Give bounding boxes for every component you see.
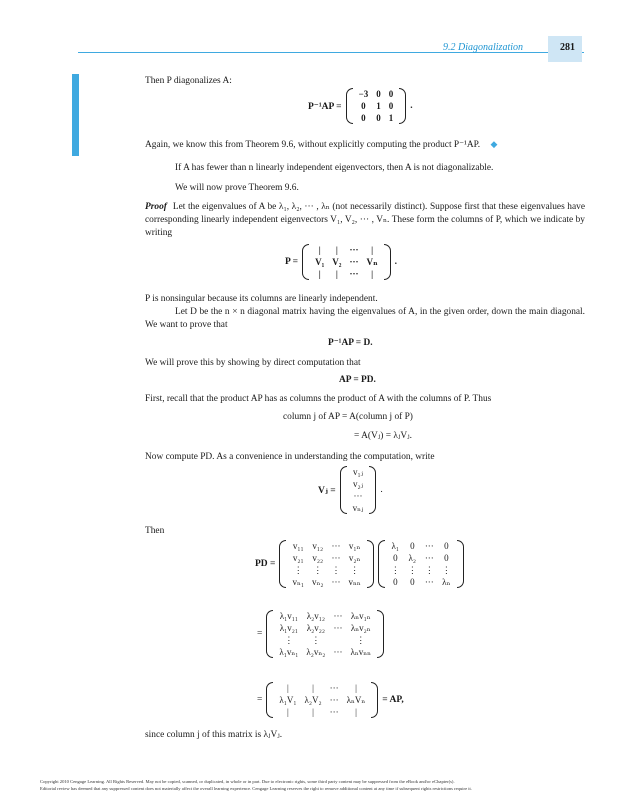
text-then-p: Then P diagonalizes A: — [145, 76, 232, 86]
eq9-right: = AP, — [382, 695, 404, 705]
matrix-cell: v₂₁ — [292, 553, 304, 563]
eq2-dot: . — [394, 257, 398, 267]
equation-lambda-v: = A(Vⱼ) = λⱼVⱼ. — [354, 431, 412, 441]
matrix-cell: λₙ — [442, 577, 451, 587]
copyright-line-1: Copyright 2010 Cengage Learning. All Rights Reserved. May not be copied, scanned, or duplicated, in whole or in part. Due to electronic rights, some third party content may be suppressed from the eBook and/or eChapter(s). — [40, 779, 455, 784]
eq2-label: P = — [285, 257, 299, 267]
matrix-cell: λ₂v₁₂ — [306, 611, 326, 621]
eq7-label: PD = — [255, 559, 276, 569]
matrix-cell: λ₁vₙ₁ — [279, 647, 299, 657]
matrix-cell: 0 — [444, 541, 449, 551]
matrix-cell: ··· — [349, 269, 359, 279]
matrix-cell: ··· — [349, 257, 359, 267]
matrix-cell: v₂ₙ — [348, 553, 361, 563]
text-again-body: Again, we know this from Theorem 9.6, without explicitly computing the product P⁻¹AP. — [145, 140, 481, 150]
matrix-cell: v₁ₙ — [348, 541, 361, 551]
text-first-recall: First, recall that the product AP has as columns the product of A with the columns of P. Thus — [145, 394, 492, 404]
proof-text: Let the eigenvalues of A be λ₁, λ₂, ··· , λₙ (not necessarily distinct). Suppose first that these eigenvalues have corresponding linearly independent eigenvectors V₁, V₂, ··· , Vₙ. These form the columns of P, which we indicate by writing — [145, 202, 585, 238]
matrix-eq1 — [346, 88, 407, 124]
equation-pd-expanded — [257, 610, 384, 658]
matrix-cell — [329, 634, 346, 646]
matrix-cell: ··· — [331, 577, 341, 587]
matrix-cell: ⋮ — [390, 565, 400, 575]
eq1-label: P⁻¹AP = — [308, 101, 342, 112]
matrix-cell: ··· — [331, 553, 341, 563]
matrix-cell: v₁₁ — [292, 541, 304, 551]
page-number: 281 — [560, 42, 575, 53]
matrix-cell: ⋮ — [441, 565, 451, 575]
matrix-cell: λ₂v₂₂ — [306, 623, 326, 633]
matrix-pd-left — [279, 540, 373, 588]
eq8-label: = — [257, 629, 263, 639]
matrix-cell: λ₂V₂ — [304, 695, 322, 705]
matrix-eq2 — [302, 244, 391, 280]
end-of-example-icon: ◆ — [490, 139, 498, 149]
matrix-cell: ··· — [329, 695, 339, 705]
matrix-cell: λ₁v₁₁ — [279, 611, 299, 621]
matrix-cell: | — [371, 269, 374, 279]
text-now-prove: We will now prove Theorem 9.6. — [175, 183, 299, 193]
matrix-cell: ⋮ — [293, 565, 303, 575]
matrix-cell: ··· — [333, 623, 343, 633]
matrix-cell: | — [371, 245, 374, 255]
matrix-cell: λ₁v₂₁ — [279, 623, 299, 633]
matrix-cell: ⋮ — [313, 565, 323, 575]
matrix-pd-right — [378, 540, 464, 588]
matrix-cell: 0 — [376, 113, 381, 123]
matrix-cell: ··· — [424, 541, 434, 551]
matrix-cell: 0 — [393, 553, 398, 563]
text-fewer: If A has fewer than n linearly independent eigenvectors, then A is not diagonalizable. — [175, 163, 494, 173]
text-let-d: Let D be the n × n diagonal matrix having the eigenvalues of A, in the given order, down the main diagonal. We want to prove that — [145, 307, 585, 330]
matrix-cell: ··· — [424, 553, 434, 563]
matrix-lambda-v — [266, 610, 384, 658]
matrix-cell: λ₁ — [391, 541, 400, 551]
equation-ap-pd: AP = PD. — [339, 375, 376, 385]
matrix-lambda-columns — [266, 682, 378, 718]
matrix-cell: ⋮ — [407, 565, 417, 575]
matrix-cell: vₙⱼ — [352, 503, 364, 513]
eq6-dot: . — [380, 485, 383, 495]
matrix-cell: ··· — [333, 647, 343, 657]
matrix-cell: v₂ⱼ — [353, 479, 364, 489]
matrix-cell: λₙVₙ — [346, 695, 366, 705]
text-again — [145, 138, 585, 152]
matrix-cell: | — [287, 683, 289, 693]
matrix-cell: ⋮ — [284, 635, 294, 645]
text-nonsingular: P is nonsingular because its columns are linearly independent. — [145, 294, 378, 304]
matrix-cell: ··· — [333, 611, 343, 621]
matrix-cell: ··· — [329, 683, 339, 693]
matrix-cell: 0 — [393, 577, 398, 587]
equation-p-inverse-ap — [308, 88, 413, 124]
matrix-cell: | — [287, 707, 289, 717]
matrix-cell: v₁₂ — [312, 541, 324, 551]
matrix-cell: ⋮ — [424, 565, 434, 575]
proof-label: Proof — [145, 202, 167, 212]
text-then: Then — [145, 526, 165, 536]
matrix-cell: λₙvₙₙ — [350, 647, 371, 657]
copyright-line-2: Editorial review has deemed that any suppressed content does not materially affect the overall learning experience. Cengage Learning reserves the right to remove additional content at any time if subsequent rights restrictions require it. — [40, 786, 472, 791]
text-since-column: since column j of this matrix is λⱼVⱼ. — [145, 730, 283, 740]
matrix-cell: | — [318, 269, 321, 279]
matrix-cell: | — [335, 245, 338, 255]
matrix-cell: 0 — [410, 541, 415, 551]
matrix-cell: V₁ — [315, 257, 325, 267]
matrix-cell: V₂ — [332, 257, 342, 267]
equation-pd-columns — [257, 682, 404, 718]
matrix-cell: ··· — [424, 577, 434, 587]
matrix-cell: | — [312, 683, 314, 693]
matrix-cell: vₙ₁ — [292, 577, 304, 587]
matrix-cell: 0 — [388, 101, 394, 111]
matrix-cell: ⋮ — [311, 635, 321, 645]
text-will-prove: We will prove this by showing by direct computation that — [145, 358, 361, 368]
matrix-cell: λ₂vₙ₂ — [306, 647, 326, 657]
matrix-cell: 0 — [376, 89, 381, 99]
matrix-cell: 0 — [361, 101, 366, 111]
matrix-cell: 1 — [376, 101, 381, 111]
matrix-cell: ··· — [349, 245, 359, 255]
matrix-cell: Vₙ — [366, 257, 378, 267]
matrix-cell: λₙv₂ₙ — [350, 623, 371, 633]
matrix-cell: ⋮ — [350, 565, 360, 575]
matrix-cell: λₙv₁ₙ — [350, 611, 371, 621]
eq1-dot: . — [410, 101, 413, 111]
matrix-cell: λ₁V₁ — [279, 695, 297, 705]
matrix-cell: v₂₂ — [312, 553, 324, 563]
matrix-cell: 0 — [410, 577, 415, 587]
equation-column-j: column j of AP = A(column j of P) — [283, 412, 413, 422]
matrix-cell: ⋮ — [356, 635, 366, 645]
matrix-cell: 1 — [388, 113, 394, 123]
eq9-label: = — [257, 695, 263, 705]
running-head-section: 9.2 Diagonalization — [443, 42, 524, 53]
proof-paragraph — [145, 201, 585, 240]
matrix-cell: 0 — [388, 89, 394, 99]
matrix-cell: | — [318, 245, 321, 255]
margin-bar — [72, 74, 79, 156]
matrix-cell: | — [355, 683, 357, 693]
matrix-cell: ··· — [329, 707, 339, 717]
matrix-vj — [340, 466, 377, 514]
matrix-cell: | — [312, 707, 314, 717]
equation-pd — [255, 540, 464, 588]
text-now-compute: Now compute PD. As a convenience in understanding the computation, write — [145, 452, 435, 462]
matrix-cell: vₙₙ — [348, 577, 361, 587]
equation-p-columns — [285, 244, 397, 280]
matrix-cell: | — [335, 269, 338, 279]
matrix-cell: ··· — [331, 541, 341, 551]
matrix-cell: ⋮ — [331, 565, 341, 575]
matrix-cell: 0 — [444, 553, 449, 563]
matrix-cell: 0 — [361, 113, 366, 123]
matrix-cell: λ₂ — [408, 553, 417, 563]
matrix-cell: | — [355, 707, 357, 717]
equation-pap-d: P⁻¹AP = D. — [328, 338, 373, 348]
matrix-cell: v₁ⱼ — [353, 467, 364, 477]
matrix-cell: −3 — [358, 89, 369, 99]
matrix-cell: vₙ₂ — [311, 577, 324, 587]
equation-vj — [318, 466, 383, 514]
eq6-label: Vⱼ = — [318, 485, 336, 496]
matrix-cell: ··· — [353, 491, 363, 501]
